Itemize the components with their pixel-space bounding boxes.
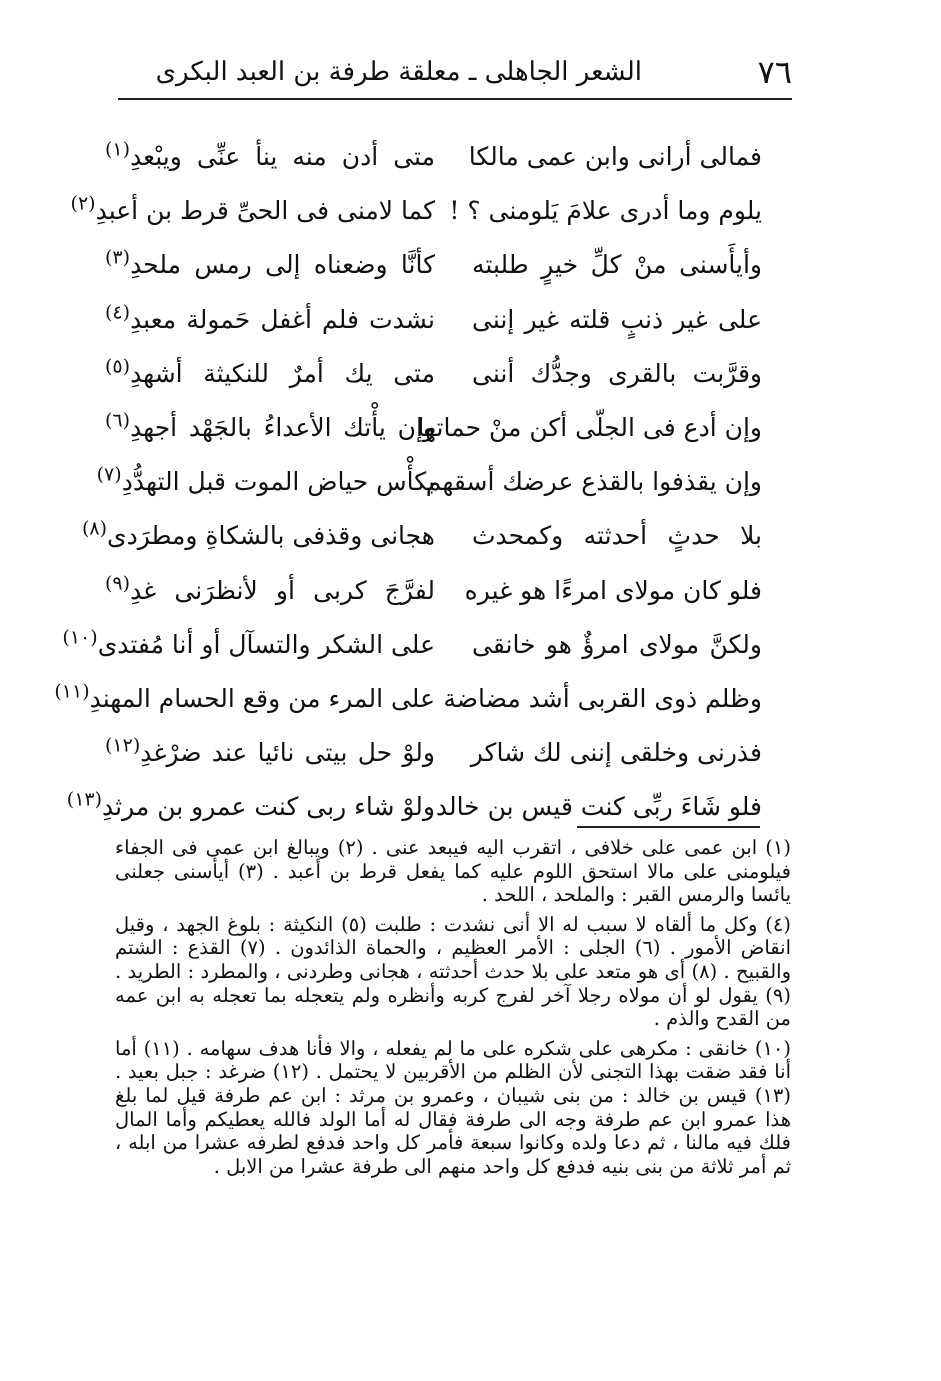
hemistich-text: وإن يأْتك الأعداءُ بالجَهْد أجهدِ — [130, 412, 435, 442]
verse-second-hemistich — [81, 509, 435, 563]
footnote-block: (٤) وكل ما ألقاه لا سبب له الا أنى نشدت : طلبت (٥) النكيثة : بلوغ الجهد ، وقيل انقاض الأمور . (٦) الجلى : الأمر العظيم ، والحماة الذائدون . (٧) القذع : الشتم والقبيح . (٨) أى هو متعد على بلا حدث أحدثته ، هجانى وطردنى ، والمطرد : الطريد . (٩) يقول لو أن مولاه رجلا آخر لفرج كربه وأنظره ولم يتعجله بما تعجله به ابن عمه من القدح والذم . — [115, 912, 792, 1031]
verse-first-hemistich: وأيأَسنى منْ كلِّ خيرٍ طلبته — [472, 250, 762, 280]
verse-first-hemistich: وإن يقذفوا بالقذع عرضك أسقهم — [425, 467, 762, 497]
verse-first-hemistich: يلوم وما أدرى علامَ يَلومنى ؟ ! — [449, 196, 762, 226]
footnote-rule — [577, 826, 760, 828]
verse-second-hemistich — [105, 347, 435, 401]
verse-first-hemistich: فلو كان مولاى امرءًا هو غيره — [464, 575, 762, 605]
verse-second-hemistich — [54, 672, 435, 726]
footnote-block: (١) ابن عمى على خلافى ، اتقرب اليه فيبعد عنى . (٢) ويبالغ ابن عمى فى الجفاء فيلومنى على مالا استحق اللوم عليه كما يفعل قرط بن أعبد . (٣) أيأسنى جعلنى يائسا والرمس القبر : والملحد ، اللحد . — [115, 836, 791, 907]
verse-second-hemistich — [105, 130, 435, 184]
verse-second-hemistich — [62, 618, 435, 672]
verse-line — [100, 238, 770, 292]
verse-line — [96, 455, 770, 509]
verse-first-hemistich: بلا حدثٍ أحدثته وكمحدث — [472, 521, 762, 551]
footnote-reference: (٧) — [96, 463, 122, 486]
footnote-reference: (١١) — [54, 680, 90, 703]
footnote-reference: (١٢) — [105, 734, 141, 757]
hemistich-text: متى أدن منه ينأ عنِّى ويبْعدِ — [130, 142, 435, 171]
footnote-reference: (١) — [105, 138, 131, 161]
footnote-block: (١٠) خانقى : مكرهى على شكره على ما لم يفعله ، والا فأنا هدف سهامه . (١١) أما أنا فقد ضقت بهذا التجنى لأن الظلم من الأقربين لا يحتمل . (١٢) ضرغد : جبل بعيد . (١٣) قيس بن خالد : من بنى شيبان ، وعمرو بن مرثد : ابن عم طرفة قيل لما بلغ هذا عمرو ابن عم طرفة وجه الى طرفة فقال له أما الولد فالله يعطيكم وأما المال فلك فيه مالنا ، ثم دعا ولده وكانوا سبعة فأمر كل واحد فدفع لطرفه عشرا من ابله ، ثم أمر ثلاثة من بنى بنيه فدفع كل واحد منهم الى طرفة عشرا من الابل . — [115, 1036, 792, 1178]
hemistich-text: هجانى وقذفى بالشكاةِ ومطرَدى — [107, 521, 435, 551]
hemistich-text: بكأْس حياض الموت قبل التهدُّدِ — [121, 467, 435, 497]
running-title: الشعر الجاهلى ـ معلقة طرفة بن العبد البكرى — [155, 57, 642, 87]
verse-second-hemistich — [66, 780, 435, 834]
footnotes — [115, 836, 791, 1178]
hemistich-text: متى يك أمرٌ للنكيثة أشهدِ — [130, 358, 435, 388]
poem — [54, 130, 770, 834]
verse-first-hemistich: وظلم ذوى القربى أشد مضاضة — [443, 683, 762, 713]
verse-line — [100, 347, 770, 401]
footnote-reference: (١٣) — [66, 788, 103, 811]
footnote-reference: (٢) — [70, 192, 96, 215]
hemistich-text: كأنَّا وضعناه إلى رمس ملحدِ — [130, 250, 435, 280]
verse-line — [70, 184, 770, 238]
verse-line — [62, 618, 770, 672]
verse-first-hemistich: فذرنى وخلقى إننى لك شاكر — [470, 738, 762, 768]
hemistich-text: نشدت فلم أغفل حَمولة معبدِ — [130, 304, 435, 334]
verse-second-hemistich — [105, 726, 435, 780]
verse-line — [100, 726, 770, 780]
footnote-reference: (١٠) — [62, 626, 98, 649]
page-number: ٧٦ — [757, 53, 792, 91]
footnote-reference: (٥) — [105, 355, 131, 378]
hemistich-text: لفرَّجَ كربى أو لأنظرَنى غدِ — [130, 575, 435, 605]
verse-first-hemistich: فمالى أرانى وابن عمى مالكا — [468, 142, 762, 171]
footnote-reference: (٩) — [105, 572, 131, 595]
verse-line — [81, 509, 770, 563]
hemistich-text: كما لامنى فى الحىِّ قرط بن أعبدِ — [95, 196, 435, 226]
verse-second-hemistich — [96, 455, 435, 509]
verse-line — [100, 564, 770, 618]
footnote-reference: (٦) — [105, 409, 131, 432]
verse-line — [100, 293, 770, 347]
verse-second-hemistich — [70, 184, 435, 238]
verse-second-hemistich — [105, 293, 435, 347]
hemistich-text: ولوْ حل بيتى نائيا عند ضرْغدِ — [140, 738, 435, 768]
verse-second-hemistich — [105, 238, 435, 292]
hemistich-text: ولوْ شاء ربى كنت عمرو بن مرثدِ — [102, 792, 435, 822]
page-header — [118, 52, 792, 92]
footnote-reference: (٣) — [105, 247, 131, 270]
verse-line — [100, 130, 770, 184]
verse-first-hemistich: على غير ذنبٍ قلته غير إننى — [472, 304, 762, 334]
hemistich-text: على الشكر والتسآل أو أنا مُفتدى — [97, 629, 435, 659]
verse-first-hemistich: ولكنَّ مولاى امرؤٌ هو خانقى — [472, 629, 762, 659]
verse-second-hemistich — [105, 564, 435, 618]
verse-line — [100, 401, 770, 455]
verse-second-hemistich — [105, 401, 435, 455]
footnote-reference: (٤) — [105, 301, 131, 324]
verse-line — [54, 672, 770, 726]
footnote-reference: (٨) — [81, 517, 107, 540]
hemistich-text: على المرء من وقع الحسام المهندِ — [89, 683, 435, 713]
verse-first-hemistich: فلو شَاءَ ربِّى كنت قيس بن خالد — [435, 792, 762, 822]
header-rule — [118, 98, 792, 100]
verse-first-hemistich: وإن أدع فى الجلّى أكن منْ حماتها — [417, 412, 762, 442]
verse-first-hemistich: وقرَّبت بالقرى وجدُّك أننى — [472, 358, 762, 388]
